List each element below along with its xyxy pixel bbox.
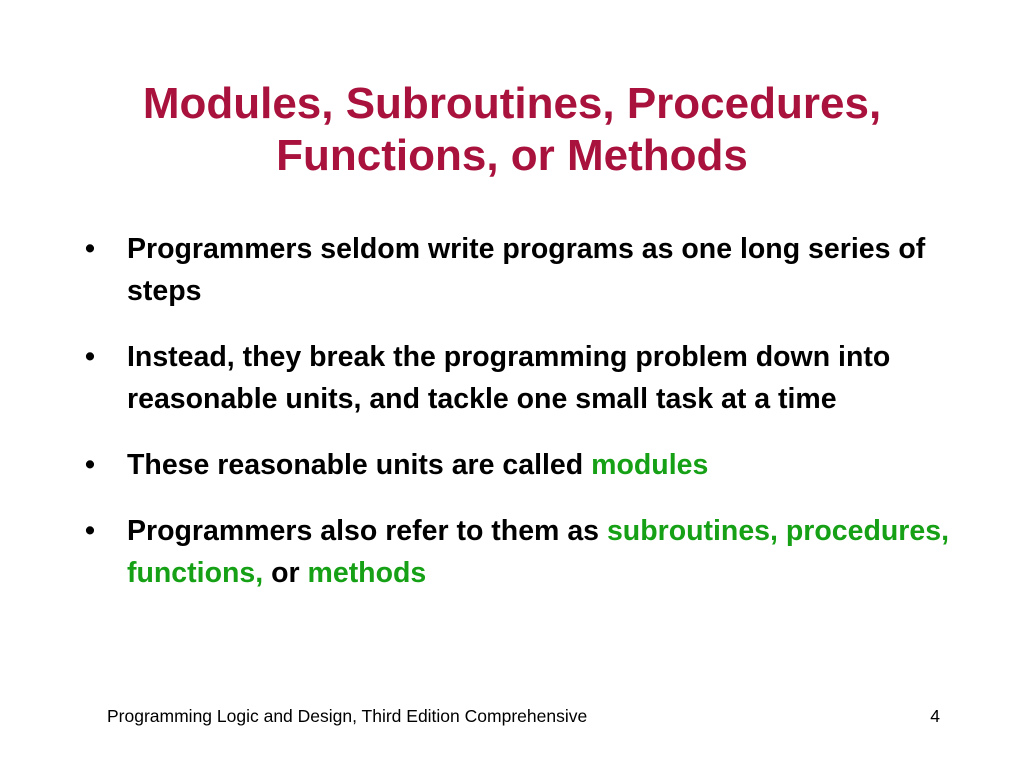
bullet-item <box>85 336 965 420</box>
bullet-icon: • <box>85 449 95 481</box>
page-number: 4 <box>930 706 940 726</box>
title-line-2: Functions, or Methods <box>276 131 748 180</box>
bullet-icon: • <box>85 515 95 547</box>
term-modules: modules <box>591 449 709 481</box>
term-subroutines-procedures-functions: subroutines, procedures, functions, <box>127 515 950 589</box>
bullet-text: These reasonable units are called <box>127 449 592 481</box>
bullet-item <box>85 444 965 486</box>
bullet-text: Programmers also refer to them as <box>127 515 607 547</box>
bullet-icon: • <box>85 341 95 373</box>
bullet-text: Instead, they break the programming problem down into reasonable units, and tackle one small task at a time <box>127 341 891 415</box>
term-methods: methods <box>307 557 427 589</box>
bullet-connector: or <box>263 557 308 589</box>
bullet-list <box>85 228 965 618</box>
bullet-item <box>85 510 965 594</box>
title-line-1: Modules, Subroutines, Procedures, <box>142 79 882 128</box>
bullet-item <box>85 228 965 312</box>
slide-title <box>62 78 962 182</box>
bullet-icon: • <box>85 233 95 265</box>
footer-course-title: Programming Logic and Design, Third Edition Comprehensive <box>107 706 588 726</box>
bullet-text: Programmers seldom write programs as one long series of steps <box>127 233 926 307</box>
